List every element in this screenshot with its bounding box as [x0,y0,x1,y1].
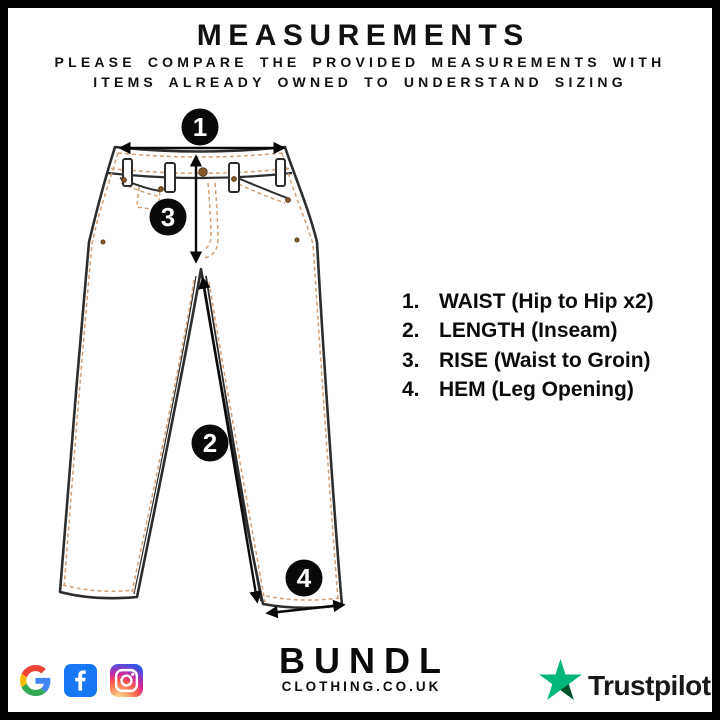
legend-number: 4. [402,377,420,401]
svg-text:4: 4 [296,563,312,593]
measurement-legend [402,287,654,404]
legend-label: LENGTH (Inseam) [439,319,618,343]
badge-4 [286,560,323,597]
trustpilot-logo [538,659,711,704]
subtitle-line-2: ITEMS ALREADY OWNED TO UNDERSTAND SIZING [93,74,627,90]
svg-text:2: 2 [202,428,218,458]
brand-domain: CLOTHING.CO.UK [281,679,442,694]
brand-name: BUNDL [279,640,450,681]
legend-number: 3. [402,348,420,372]
legend-item-hem [402,375,654,404]
svg-text:1: 1 [192,112,208,142]
page-title: MEASUREMENTS [196,19,530,52]
badge-3 [150,199,187,236]
legend-label: WAIST (Hip to Hip x2) [439,290,654,313]
legend-number: 1. [402,290,420,313]
subtitle-line-1: PLEASE COMPARE THE PROVIDED MEASUREMENTS WITH [54,54,666,70]
svg-text:3: 3 [160,202,176,232]
page-subtitle [0,52,720,92]
jeans-silhouette [60,147,342,608]
trustpilot-wordmark: Trustpilot [588,670,711,701]
jeans-drawing [45,108,365,633]
trustpilot-star-icon [538,659,583,704]
legend-item-length [402,316,654,345]
legend-number: 2. [402,319,420,343]
badge-1 [182,109,219,146]
legend-label: RISE (Waist to Groin) [439,348,651,372]
legend-label: HEM (Leg Opening) [439,377,634,401]
badge-2 [192,425,229,462]
legend-item-rise [402,346,654,375]
legend-item-waist [402,287,654,316]
